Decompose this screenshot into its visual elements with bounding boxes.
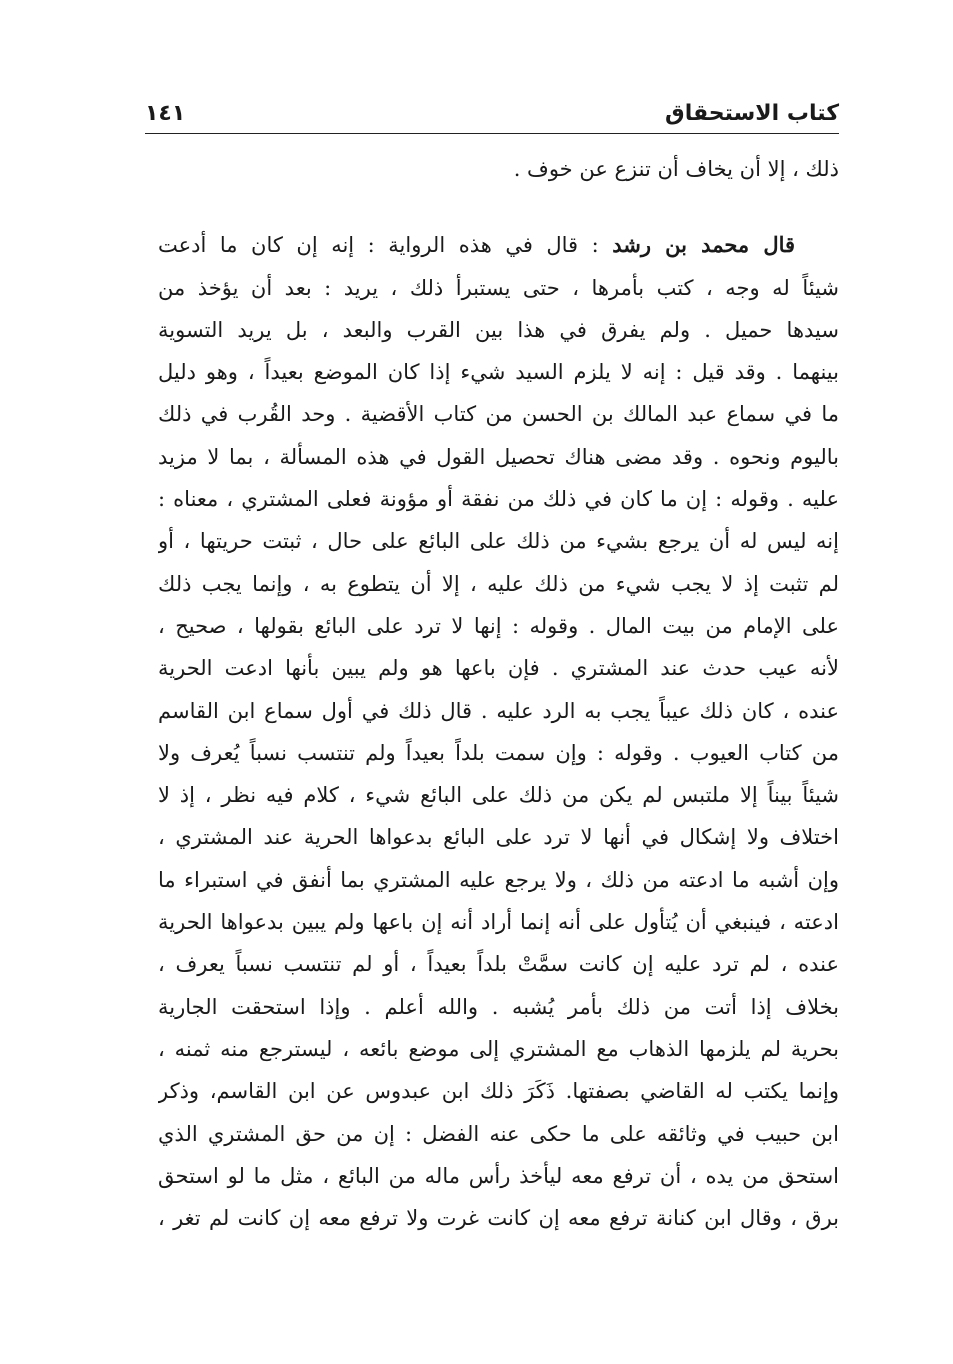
running-header — [145, 92, 839, 126]
paragraph-gap — [158, 190, 839, 224]
text-line: لم تثبت إذ لا يجب شيء من ذلك عليه ، إلا أن يتطوع به ، وإنما يجب ذلك — [158, 571, 839, 596]
text-line: وإن أشبه ما ادعته من ذلك ، ولا يرجع عليه المشتري بما أنفق في استبراء ما — [158, 867, 839, 892]
text-line: لأنه عيب حدث عند المشتري . فإن باعها هو ولم يبين بأنها ادعت الحرية — [158, 656, 839, 681]
header-rule — [145, 133, 839, 134]
text-line: عليه . وقوله : إن ما كان في ذلك من نفقة أو مؤونة فعلى المشتري ، معناه : — [158, 487, 839, 512]
page-number: ١٤١ — [145, 101, 186, 126]
book-title: كتاب الاستحقاق — [665, 101, 839, 126]
speaker-name: قال محمد بن رشد — [612, 232, 796, 258]
text-line: بخلاف إذا أتت من ذلك بأمر يُشبه . والله أعلم . وإذا استحقت الجارية — [158, 994, 839, 1019]
text-line: اختلاف ولا إشكال في أنها لا ترد على البائع بدعواها الحرية عند المشتري ، — [158, 825, 839, 850]
text-line: وإنما يكتب له القاضي بصفتها. ذَكَرَ ذلك ابن عبدوس عن ابن القاسم، وذكر — [158, 1079, 839, 1104]
text-line: بينهما . وقد قيل : إنه لا يلزم السيد شيء إذا كان الموضع بعيداً ، وهو دليل — [158, 360, 839, 385]
text-line: شيئاً له وجه ، كتب بأمرها ، حتى يستبرأ ذلك ، يريد : بعد أن يؤخذ من — [158, 275, 839, 300]
text-line: ما في سماع عبد المالك بن الحسن من كتاب الأقضية . وحد القُرب في ذلك — [158, 402, 839, 427]
text-line: برق ، وقال ابن كنانة ترفع معه إن كانت غرت ولا ترفع معه إن كانت لم تغر ، — [158, 1206, 839, 1231]
text-line: عنده ، لم ترد عليه إن كانت سمَّتْ بلداً بعيداً ، أو لم تنتسب نسباً يعرف ، — [158, 952, 839, 977]
text-line: باليوم ونحوه . وقد مضى هناك تحصيل القول في هذه المسألة ، بما لا مزيد — [158, 444, 839, 469]
text-line: ادعته ، فينبغي أن يُتأول على أنه إنما أراد أنه إن باعها ولم يبين بدعواها الحرية — [158, 910, 839, 935]
text-line: شيئاً بيناً إلا ملتبس لم يكن من ذلك على البائع شيء ، كلام فيه نظر ، إذ لا — [158, 783, 839, 808]
text-line — [158, 224, 839, 266]
text-line: سيدها حميل . ولم يفرق في هذا بين القرب والبعد ، بل يريد التسوية — [158, 317, 839, 342]
text-line: استحق من يده ، أن ترفع معه ليأخذ رأس ماله من البائع ، مثل ما لو استحق — [158, 1163, 839, 1188]
text-line: عنده ، كان ذلك عيباً يجب به الرد عليه . قال ذلك في أول سماع ابن القاسم — [158, 698, 839, 723]
text-line: ذلك ، إلا أن يخاف أن تنزع عن خوف . — [513, 157, 839, 181]
text-line: ابن حبيب في وثائقه على ما حكى عنه الفضل : إن من حق المشتري الذي — [158, 1121, 839, 1146]
text-line: بحرية لم يلزمها الذهاب مع المشتري إلى موضع بائعه ، ليسترجع منه ثمنه ، — [158, 1036, 839, 1061]
body-text — [158, 148, 839, 1239]
text-line: على الإمام من بيت المال . وقوله : إنها لا ترد على البائع بقولها ، صحيح ، — [158, 613, 839, 638]
text-line-rest: : قال في هذه الرواية : إنه إن كان ما أدعت — [158, 233, 613, 258]
text-line: إنه ليس له أن يرجع بشيء من ذلك على البائع على حال ، ثبتت حريتها ، أو — [158, 529, 839, 554]
text-line: من كتاب العيوب . وقوله : وإن سمت بلداً بعيداً ولم تنتسب نسباً يُعرف ولا — [158, 740, 839, 765]
